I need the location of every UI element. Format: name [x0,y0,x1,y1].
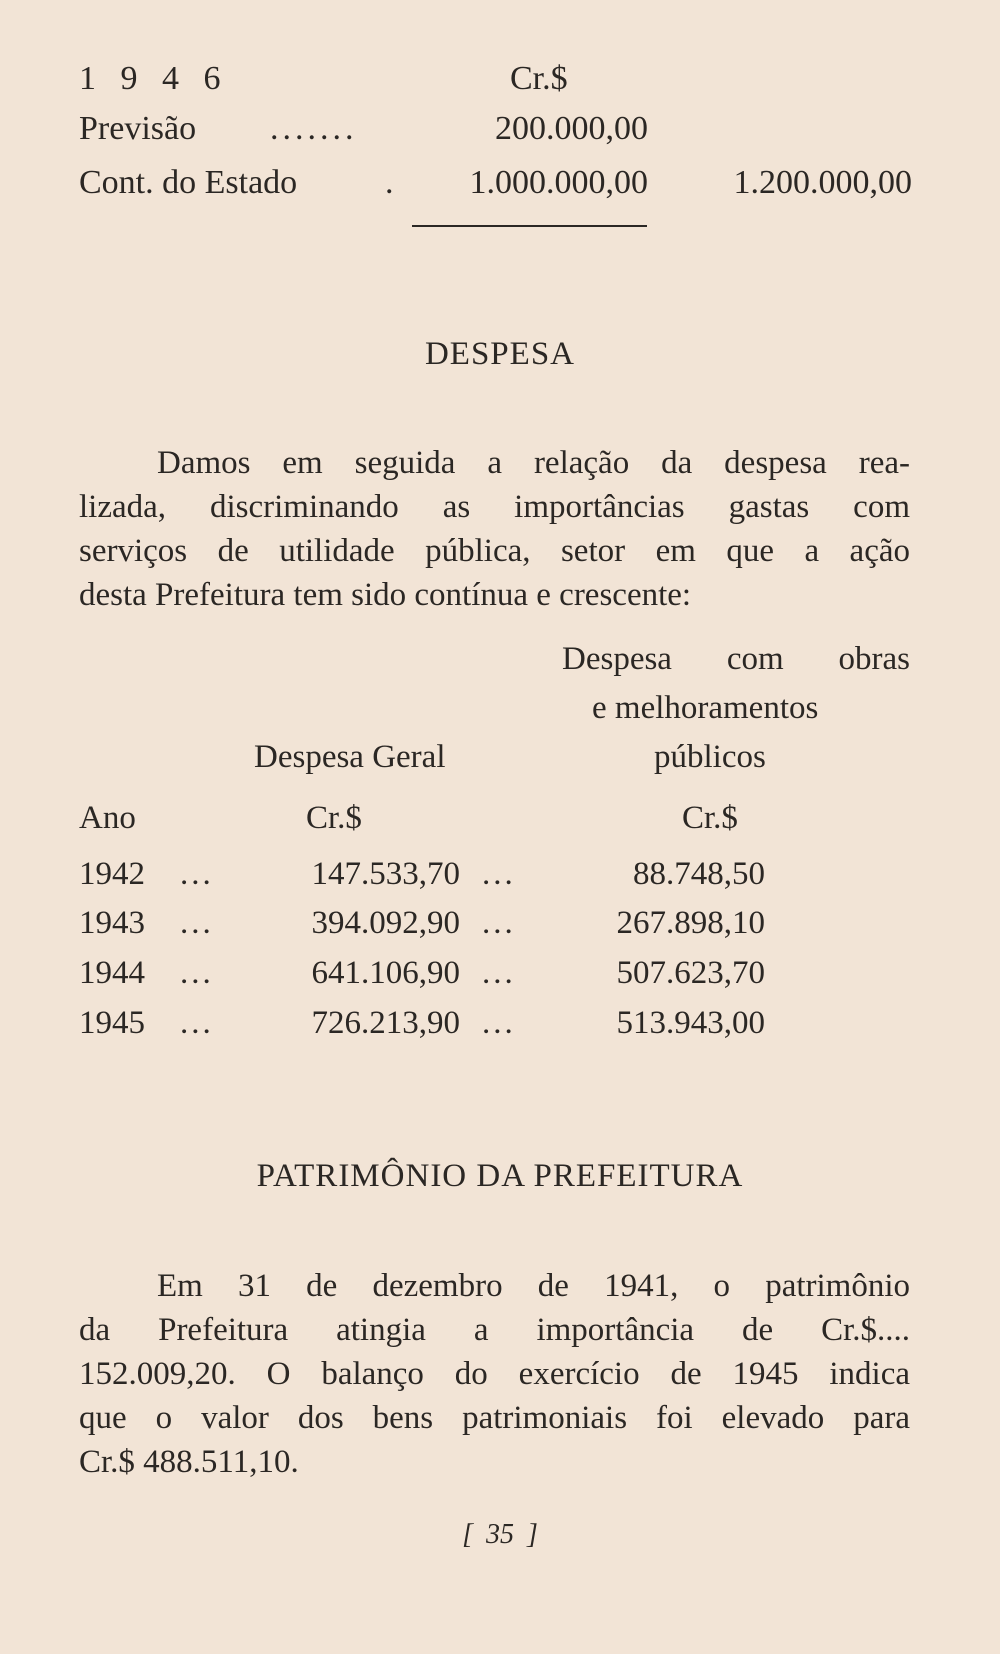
despesa-paragraph [79,441,910,617]
table-row-obras: 267.898,10 [616,905,765,941]
table-row-dots: ... [180,905,214,941]
despesa-line-2: lizada, discriminando as importâncias gastas com [79,489,910,525]
table-row-obras: 513.943,00 [616,1005,765,1041]
table-row-geral: 394.092,90 [311,905,460,941]
table-row-obras: 88.748,50 [633,856,765,892]
table-row-geral: 147.533,70 [311,856,460,892]
row-estado-dots: . [385,164,394,201]
row-previsao-value: 200.000,00 [495,110,648,147]
patrimonio-paragraph [79,1264,910,1484]
col2-header: Despesa Geral [254,739,446,775]
despesa-line-1: Damos em seguida a relação da despesa rea- [157,445,910,481]
table-row-dots: ... [482,905,516,941]
row-previsao-dots: ....... [270,110,358,147]
table-row-dots: ... [180,856,214,892]
row-previsao-label: Previsão [79,110,197,147]
patrimonio-line-3: 152.009,20. O balanço do exercício de 1945 indica [79,1356,910,1392]
table-row-year: 1942 [79,856,145,892]
col2-unit: Cr.$ [306,800,362,836]
table-row-dots: ... [180,1005,214,1041]
despesa-heading: DESPESA [424,336,576,372]
table-row-year: 1944 [79,955,145,991]
table-row-geral: 726.213,90 [311,1005,460,1041]
col3-unit: Cr.$ [682,800,738,836]
table-row-year: 1945 [79,1005,145,1041]
page-number: [ 35 ] [462,1519,538,1550]
table-row-year: 1943 [79,905,145,941]
table-row-dots: ... [482,856,516,892]
patrimonio-line-2: da Prefeitura atingia a importância de Cr.$.... [79,1312,910,1348]
header-currency: Cr.$ [510,60,568,97]
patrimonio-line-5: Cr.$ 488.511,10. [79,1444,299,1480]
row-estado-total: 1.200.000,00 [733,164,912,201]
col3-header-line-1: Despesa com obras [562,641,910,677]
sum-rule [412,225,647,227]
patrimonio-line-1: Em 31 de dezembro de 1941, o patrimônio [157,1268,910,1304]
header-year: 1 9 4 6 [79,60,229,97]
row-estado-value: 1.000.000,00 [469,164,648,201]
table-row-dots: ... [482,955,516,991]
table-row-dots: ... [180,955,214,991]
col3-header-line-3: públicos [654,739,766,775]
col3-header-line-2: e melhoramentos [592,690,819,726]
row-estado-label: Cont. do Estado [79,164,298,201]
patrimonio-line-4: que o valor dos bens patrimoniais foi elevado para [79,1400,910,1436]
patrimonio-heading: PATRIMÔNIO DA PREFEITURA [256,1158,744,1194]
table-row-dots: ... [482,1005,516,1041]
table-row-obras: 507.623,70 [616,955,765,991]
despesa-line-4: desta Prefeitura tem sido contínua e crescente: [79,577,692,613]
table-row-geral: 641.106,90 [311,955,460,991]
year-column-label: Ano [79,800,136,836]
despesa-line-3: serviços de utilidade pública, setor em que a ação [79,533,910,569]
